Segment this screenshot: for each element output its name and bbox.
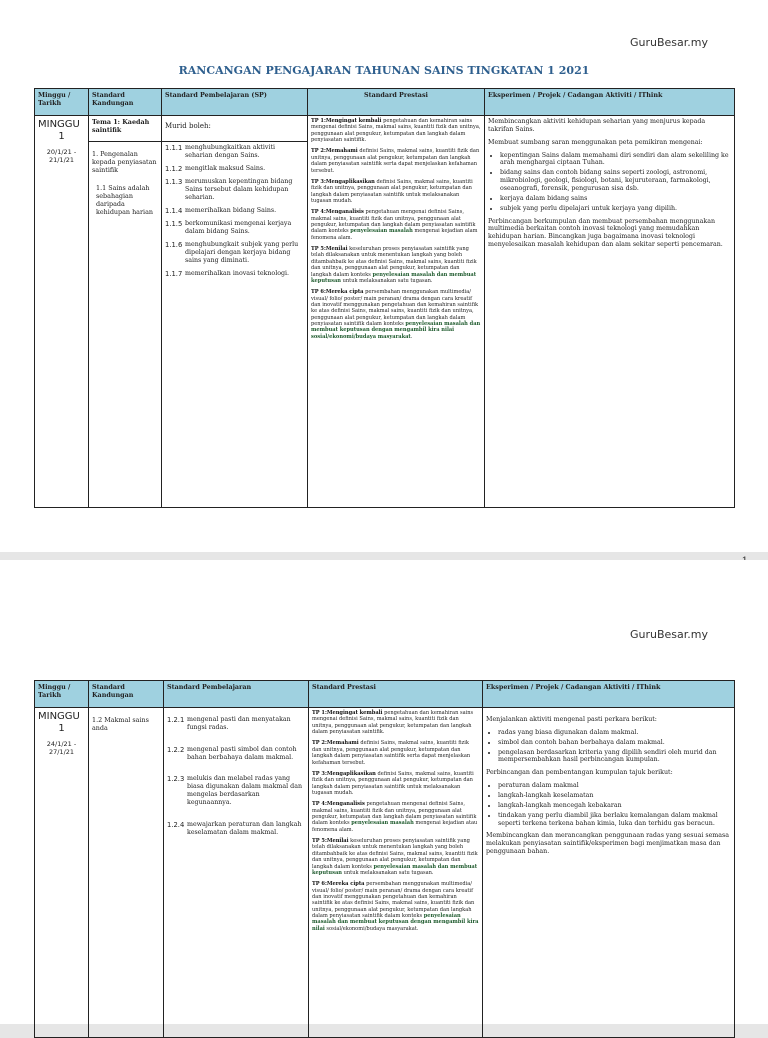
- page-2: [0, 560, 768, 1024]
- header-eksperimen: Eksperimen / Projek / Cadangan Aktiviti / IThink: [483, 681, 735, 708]
- tp-5: TP 5:Menilai keseluruhan proses penyiasatan saintifik yang telah dilaksanakan untuk menentukan langkah yang boleh ditambahbaik ke atas definisi Sains, makmal sains, kuantiti fizik dan unitnya, penggunaan alat pengukur, ketumpatan dan langkah dalam konteks penyelesaian masalah dan membuat keputusan untuk melaksanakan satu tugasan.: [312, 838, 478, 876]
- brand-watermark: GuruBesar.my: [629, 628, 708, 641]
- list-item: • bidang sains dan contoh bidang sains seperti zoologi, astronomi, mikrobiologi, geologi, fisiologi, botani, kejuruteraan, farmakologi, oseanografi, forensik, pengurusan sisa dsb.: [500, 169, 731, 193]
- list-item: • pengelasan berdasarkan kriteria yang dipilih sendiri oleh murid dan mempersembahkan hasil perbincangan kumpulan.: [498, 749, 731, 765]
- standard-pembelajaran-cell: [162, 142, 308, 508]
- tp-5: TP 5:Menilai keseluruhan proses penyiasatan saintifik yang telah dilaksanakan untuk menentukan langkah yang boleh ditambahbaik ke atas definisi Sains, makmal sains, kuantiti fizik dan unitnya, penggunaan alat pengukur, ketumpatan dan langkah dalam konteks penyelesaian masalah dan membuat keputusan untuk melaksanakan satu tugasan.: [311, 246, 477, 284]
- list-item: • langkah-langkah keselamatan: [498, 792, 731, 800]
- list-item: • tindakan yang perlu diambil jika berlaku kemalangan dalam makmal seperti terkena terkena bahan kimia, luka dan terhidu gas beracun.: [498, 812, 731, 828]
- ek-intro: Membincangkan aktiviti kehidupan seharian yang menjurus kepada takrifan Sains.: [488, 118, 706, 133]
- sp-item: 1.1.4 memerihalkan bidang Sains.: [165, 206, 277, 215]
- theme-row: [35, 116, 735, 142]
- minggu-number: 1: [58, 131, 65, 142]
- sp-item: 1.1.1 menghubungkaitkan aktiviti seharian dengan Sains.: [165, 144, 276, 159]
- murid-boleh-cell: [162, 116, 308, 142]
- standard-prestasi-cell: [309, 708, 483, 1038]
- document-title: RANCANGAN PENGAJARAN TAHUNAN SAINS TINGKATAN 1 2021: [178, 64, 590, 77]
- minggu-cell: [35, 116, 89, 508]
- ek-peta: Membuat sumbang saran menggunakan peta pemikiran mengenai:: [488, 138, 703, 146]
- plan-table: [34, 680, 735, 1038]
- tarikh-range: 24/1/21 - 27/1/21: [46, 739, 77, 756]
- sp-item: 1.2.1 mengenal pasti dan menyatakan fungsi radas.: [167, 716, 291, 731]
- tarikh-range: 20/1/21 - 21/1/21: [46, 147, 77, 164]
- theme-cell: Tema 1: Kaedah saintifik: [89, 116, 162, 142]
- eksperimen-cell: [483, 708, 735, 1038]
- standard-kandungan-cell: [89, 142, 162, 508]
- minggu-number: 1: [58, 723, 65, 734]
- table-header-row: [35, 681, 735, 708]
- sp-item: 1.1.6 menghubungkait subjek yang perlu dipelajari dengan kerjaya bidang sains yang diminati.: [165, 240, 299, 264]
- header-standard-prestasi: Standard Prestasi: [308, 89, 485, 116]
- ek-end: Perbincangan berkumpulan dan membuat persembahan menggunakan multimedia berkaitan contoh inovasi teknologi yang memudahkan kehidupan harian. Bincangkan juga bagaimana inovasi teknologi menyelesaikan masalah kehidupan dan alam sekitar seperti pencemaran.: [488, 217, 723, 249]
- tp-2: TP 2:Memahami definisi Sains, makmal sains, kuantiti fizik dan unitnya, penggunaan alat pengukur, ketumpatan dan langkah dalam penyiasatan saintifik serta dapat menjelaskan kefahaman tersebut.: [312, 740, 471, 766]
- sp-item: 1.2.4 mewajarkan peraturan dan langkah keselamatan dalam makmal.: [167, 820, 302, 836]
- sp-item: 1.2.2 mengenal pasti simbol dan contoh bahan berbahaya dalam makmal.: [167, 745, 297, 761]
- list-item: • simbol dan contoh bahan berbahaya dalam makmal.: [498, 739, 731, 747]
- list-item: • radas yang biasa digunakan dalam makmal.: [498, 729, 731, 737]
- header-minggu: Minggu / Tarikh: [35, 89, 89, 116]
- header-minggu: Minggu / Tarikh: [35, 681, 89, 708]
- sp-item: 1.1.2 mengitlak maksud Sains.: [165, 164, 266, 173]
- ek-list: [488, 152, 731, 213]
- sp-item: 1.1.3 merumuskan kepentingan bidang Sains tersebut dalam kehidupan seharian.: [165, 178, 293, 201]
- tp-2: TP 2:Memahami definisi Sains, makmal sains, kuantiti fizik dan unitnya, penggunaan alat pengukur, ketumpatan dan langkah dalam penyiasatan saintifik serta dapat menjelaskan kefahaman tersebut.: [311, 148, 480, 174]
- sk-sub: 1.1 Sains adalah sebahagian daripada kehidupan harian: [96, 184, 154, 216]
- tp-3: TP 3:Mengaplikasikan definisi Sains, makmal sains, kuantiti fizik dan unitnya, penggunaan alat pengukur, ketumpatan dan langkah dalam penyiasatan saintifik untuk melaksanakan tugasan mudah.: [312, 770, 474, 796]
- ek-intro: Menjalankan aktiviti mengenal pasti perkara berikut:: [486, 716, 657, 723]
- list-item: • peraturan dalam makmal: [498, 782, 731, 790]
- content-row: [35, 708, 735, 1038]
- standard-prestasi-cell: [308, 116, 485, 508]
- tp-1: TP 1:Mengingat kembali pengetahuan dan kemahiran sains mengenai definisi Sains, makmal sains, kuantiti fizik dan unitnya, penggunaan alat pengukur, ketumpatan dan langkah dalam penyiasatan saintifik.: [312, 710, 474, 736]
- list-item: • subjek yang perlu dipelajari untuk kerjaya yang dipilih.: [500, 205, 731, 213]
- tp-4: TP 4:Menganalisis pengetahuan mengenai definisi Sains, makmal sains, kuantiti fizik dan unitnya, penggunaan alat pengukur, ketumpatan dan langkah dalam penyiasatan saintifik dalam konteks penyelesaian masalah mengenai kejadian atau fenomena alam.: [312, 801, 478, 833]
- table-header-row: [35, 89, 735, 116]
- header-standard-pembelajaran: Standard Pembelajaran: [164, 681, 309, 708]
- sk-main: 1. Pengenalan kepada penyiasatan saintifik: [92, 150, 157, 174]
- list-item: • kepentingan Sains dalam memahami diri sendiri dan alam sekeliling ke arah menghargai ciptaan Tuhan.: [500, 152, 731, 168]
- plan-table: [34, 88, 735, 508]
- sk-main: 1.2 Makmal sains anda: [92, 716, 149, 732]
- standard-kandungan-cell: [89, 708, 164, 1038]
- tp-4: TP 4:Menganalisis pengetahuan mengenai definisi Sains, makmal sains, kuantiti fizik dan unitnya, penggunaan alat pengukur, ketumpatan dan langkah dalam penyiasatan saintifik dalam konteks penyelesaian masalah mengenai kejadian alam fenomena alam.: [311, 209, 478, 241]
- sp-item: 1.2.3 melukis dan melabel radas yang biasa digunakan dalam makmal dan mengelas berdasarkan kegunaannya.: [167, 775, 303, 807]
- sp-item: 1.1.5 berkomunikasi mengenai kerjaya dalam bidang Sains.: [165, 220, 292, 236]
- standard-pembelajaran-cell: [164, 708, 309, 1038]
- eksperimen-cell: [485, 116, 735, 508]
- ek-list: [486, 782, 731, 827]
- header-standard-kandungan: Standard Kandungan: [89, 89, 162, 116]
- minggu-cell: [35, 708, 89, 1038]
- list-item: • langkah-langkah mencegah kebakaran: [498, 802, 731, 810]
- tp-6: TP 6:Mereka cipta persembahan menggunakan multimedia/ visual/ folio/ poster/ main peranan/ drama dengan cara kreatif dan inovatif menggunakan pengetahuan dan kemahiran saintifik ke atas definisi Sains, makmal sains, kuantiti fizik dan unitnya, penggunaan alat pengukur, ketumpatan dan langkah dalam penyiasatan saintifik dalam konteks penyelesaian masalah dan membuat keputusan dengan mengambil kira nilai sosial/ekonomi/budaya masyarakat.: [312, 881, 479, 932]
- minggu-label: MINGGU: [38, 711, 80, 722]
- header-standard-kandungan: Standard Kandungan: [89, 681, 164, 708]
- tp-1: TP 1:Mengingat kembali pengetahuan dan kemahiran sains mengenai definisi Sains, makmal sains, kuantiti fizik dan unitnya, penggunaan alat pengukur, ketumpatan dan langkah dalam penyiasatan saintifik.: [311, 118, 481, 144]
- sp-item: 1.1.7 memerihalkan inovasi teknologi.: [165, 269, 290, 278]
- header-eksperimen: Eksperimen / Projek / Cadangan Aktiviti / IThink: [485, 89, 735, 116]
- tp-3: TP 3:Mengaplikasikan definisi Sains, makmal sains, kuantiti fizik dan unitnya, penggunaan alat pengukur, ketumpatan dan langkah dalam penyiasatan saintifik untuk melaksanakan tugasan mudah.: [311, 178, 473, 204]
- ek-mid: Perbincangan dan pembentangan kumpulan tajuk berikut:: [486, 769, 673, 777]
- brand-watermark: GuruBesar.my: [629, 36, 708, 49]
- header-standard-pembelajaran: Standard Pembelajaran (SP): [162, 89, 308, 116]
- murid-boleh-label: Murid boleh:: [165, 122, 211, 130]
- tp-6: TP 6:Mereka cipta persembahan menggunakan multimedia/ visual/ folio/ poster/ main peranan/ drama dengan cara kreatif dan inovatif menggunakan pengetahuan dan kemahiran saintifik ke atas definisi Sains, makmal sains, kuantiti fizik dan unitnya, penggunaan alat pengukur, ketumpatan dan langkah dalam penyiasatan saintifik dalam konteks penyelesaian masalah dan membuat keputusan dengan mengambil kira nilai sosial/ekonomi/budaya masyarakat.: [311, 289, 481, 340]
- header-standard-prestasi: Standard Prestasi: [309, 681, 483, 708]
- ek-list: [486, 729, 731, 764]
- minggu-label: MINGGU: [38, 119, 80, 130]
- ek-end: Membincangkan dan merancangkan penggunaan radas yang sesuai semasa melakukan penyiasatan saintifik/eksperimen bagi menjimatkan masa dan penggunaan bahan.: [486, 832, 730, 856]
- list-item: • kerjaya dalam bidang sains: [500, 195, 731, 203]
